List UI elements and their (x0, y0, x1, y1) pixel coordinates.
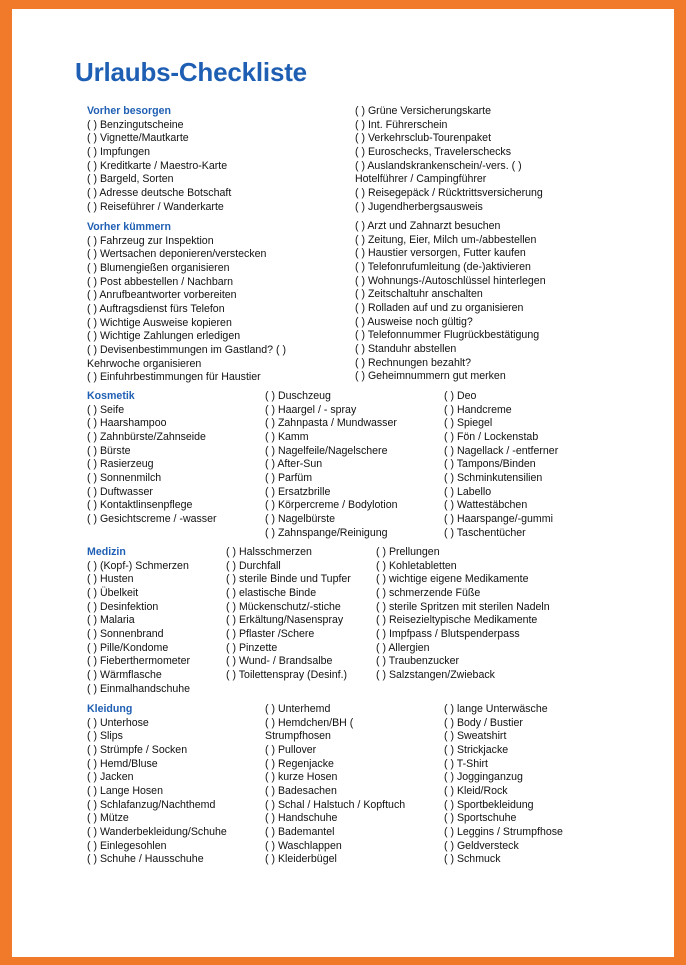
list-item: ( ) Auftragsdienst fürs Telefon (87, 302, 225, 315)
list-item: ( ) Regenjacke (265, 757, 334, 770)
list-item: ( ) Duftwasser (87, 485, 153, 498)
list-item: ( ) Geheimnummern gut merken (355, 370, 506, 383)
list-item: ( ) Schminkutensilien (444, 471, 543, 484)
list-item: ( ) Blumengießen organisieren (87, 261, 230, 274)
list-item: ( ) Wund- / Brandsalbe (226, 655, 333, 668)
list-item: ( ) Sportbekleidung (444, 798, 534, 811)
list-item: ( ) Pullover (265, 743, 317, 756)
list-item: ( ) Wertsachen deponieren/verstecken (87, 248, 267, 261)
list-item: ( ) Einlegesohlen (87, 839, 167, 852)
list-item: ( ) Badesachen (265, 784, 337, 797)
list-item: ( ) Vignette/Mautkarte (87, 132, 189, 145)
list-item: ( ) Duschzeug (265, 390, 331, 402)
list-item: ( ) Husten (87, 573, 134, 586)
section-heading-kosmetik: Kosmetik (87, 390, 135, 402)
list-item: ( ) Pflaster /Schere (226, 627, 315, 640)
list-item: ( ) Salzstangen/Zwieback (376, 668, 495, 681)
list-item: ( ) Jogginganzug (444, 771, 523, 784)
section-heading-vorher-kuemmern: Vorher kümmern (87, 221, 171, 233)
list-item: ( ) Sonnenmilch (87, 471, 162, 484)
list-item: ( ) Haarshampoo (87, 417, 167, 430)
list-item: ( ) Nagellack / -entferner (444, 444, 559, 457)
list-item: ( ) Zeitschaltuhr anschalten (355, 288, 483, 301)
list-item: ( ) Mückenschutz/-stiche (226, 600, 341, 613)
list-item: ( ) Fieberthermometer (87, 655, 191, 668)
list-item: ( ) Haustier versorgen, Futter kaufen (355, 247, 526, 260)
list-item: ( ) Rasierzeug (87, 458, 154, 471)
list-item: ( ) Sweatshirt (444, 730, 507, 743)
list-item: ( ) Erkältung/Nasenspray (226, 614, 344, 627)
list-item: ( ) Anrufbeantworter vorbereiten (87, 289, 237, 302)
medizin-col2 (226, 546, 351, 683)
section-heading-vorher-besorgen: Vorher besorgen (87, 105, 171, 117)
list-item: ( ) Durchfall (226, 559, 281, 572)
list-item: ( ) Body / Bustier (444, 716, 523, 729)
list-item: ( ) Bargeld, Sorten (87, 173, 174, 186)
medizin-col3 (376, 546, 550, 683)
list-item: ( ) Leggins / Strumpfhose (444, 825, 563, 838)
list-item: ( ) kurze Hosen (265, 771, 338, 784)
list-item: ( ) Wohnungs-/Autoschlüssel hinterlegen (355, 274, 546, 287)
list-item: ( ) Wattestäbchen (444, 499, 528, 512)
list-item: ( ) Kleiderbügel (265, 853, 337, 866)
list-item: ( ) Zeitung, Eier, Milch um-/abbestellen (355, 233, 537, 246)
list-item: ( ) Halsschmerzen (226, 546, 312, 558)
page-title: Urlaubs-Checkliste (75, 57, 307, 87)
list-item: ( ) Fahrzeug zur Inspektion (87, 234, 214, 247)
list-item: ( ) Verkehrsclub-Tourenpaket (355, 132, 492, 145)
list-item: ( ) Allergien (376, 641, 430, 654)
list-item: ( ) Lange Hosen (87, 784, 163, 797)
list-item: ( ) Unterhose (87, 716, 149, 729)
list-item: ( ) Jugendherbergsausweis (355, 200, 483, 213)
vorher-kuemmern-right (355, 220, 546, 384)
list-item: ( ) Bürste (87, 444, 131, 457)
list-item: ( ) Pinzette (226, 641, 278, 654)
list-item: ( ) Wanderbekleidung/Schuhe (87, 825, 227, 838)
list-item: ( ) Mütze (87, 812, 129, 825)
list-item: ( ) Haargel / - spray (265, 403, 357, 416)
list-item: ( ) Strümpfe / Socken (87, 743, 188, 756)
list-item: ( ) Körpercreme / Bodylotion (265, 499, 398, 512)
list-item: ( ) Haarspange/-gummi (444, 512, 553, 525)
list-item: ( ) Schal / Halstuch / Kopftuch (265, 798, 406, 811)
list-item: ( ) Hemd/Bluse (87, 757, 158, 770)
list-item: ( ) Reisezieltypische Medikamente (376, 614, 538, 627)
list-item: ( ) Nagelfeile/Nagelschere (265, 444, 388, 457)
kosmetik-col2 (265, 390, 397, 540)
list-item: Strumpfhosen (265, 730, 331, 743)
list-item: ( ) Zahnbürste/Zahnseide (87, 430, 206, 443)
list-item: ( ) Spiegel (444, 417, 493, 430)
list-item: ( ) Traubenzucker (376, 655, 460, 668)
list-item: ( ) Waschlappen (265, 839, 342, 852)
list-item: ( ) lange Unterwäsche (444, 703, 548, 715)
list-item: ( ) Adresse deutsche Botschaft (87, 186, 232, 199)
list-item: ( ) Gesichtscreme / -wasser (87, 512, 217, 525)
list-item: ( ) T-Shirt (444, 757, 488, 770)
list-item: ( ) Jacken (87, 771, 134, 784)
list-item: ( ) Zahnpasta / Mundwasser (265, 417, 397, 430)
list-item: ( ) Wichtige Ausweise kopieren (87, 316, 232, 329)
list-item: ( ) Strickjacke (444, 743, 509, 756)
list-item: ( ) Fön / Lockenstab (444, 430, 539, 443)
list-item: ( ) Seife (87, 403, 125, 416)
kleidung-col3 (444, 703, 563, 867)
list-item: ( ) Impfungen (87, 145, 151, 158)
list-item: ( ) Toilettenspray (Desinf.) (226, 668, 348, 681)
list-item: ( ) Impfpass / Blutspenderpass (376, 627, 520, 640)
list-item: ( ) Nagelbürste (265, 512, 336, 525)
list-item: ( ) Deo (444, 390, 477, 402)
list-item: ( ) Taschentücher (444, 526, 526, 539)
vorher-besorgen-right (355, 105, 543, 214)
list-item: ( ) Kreditkarte / Maestro-Karte (87, 159, 228, 172)
list-item: ( ) Schuhe / Hausschuhe (87, 853, 204, 866)
list-item: ( ) Wichtige Zahlungen erledigen (87, 330, 241, 343)
list-item: ( ) Sportschuhe (444, 812, 517, 825)
list-item: ( ) After-Sun (265, 458, 323, 471)
list-item: ( ) Ausweise noch gültig? (355, 315, 473, 328)
list-item: ( ) Übelkeit (87, 586, 139, 599)
list-item: ( ) Slips (87, 730, 123, 743)
list-item: ( ) Kamm (265, 430, 309, 443)
list-item: ( ) Desinfektion (87, 600, 159, 613)
list-item: ( ) Schlafanzug/Nachthemd (87, 798, 216, 811)
list-item: ( ) wichtige eigene Medikamente (376, 573, 529, 586)
list-item: ( ) sterile Binde und Tupfer (226, 573, 351, 586)
list-item: ( ) Telefonrufumleitung (de-)aktivieren (355, 260, 531, 273)
list-item: ( ) Unterhemd (265, 703, 331, 715)
list-item: ( ) Euroschecks, Travelerschecks (355, 145, 512, 158)
list-item: ( ) Ersatzbrille (265, 485, 331, 498)
list-item: ( ) Bademantel (265, 825, 335, 838)
list-item: ( ) Prellungen (376, 546, 440, 558)
list-item: ( ) Post abbestellen / Nachbarn (87, 275, 234, 288)
kleidung-col2 (265, 703, 405, 867)
list-item: ( ) Wärmflasche (87, 668, 162, 681)
list-item: ( ) schmerzende Füße (376, 586, 481, 599)
section-heading-medizin: Medizin (87, 546, 126, 558)
list-item: ( ) Hemdchen/BH ( (265, 716, 354, 729)
list-item: ( ) Handcreme (444, 403, 512, 416)
list-item: ( ) Kontaktlinsenpflege (87, 499, 193, 512)
list-item: ( ) Devisenbestimmungen im Gastland? ( ) (87, 343, 287, 356)
list-item: ( ) Rolladen auf und zu organisieren (355, 301, 524, 314)
list-item: Hotelführer / Campingführer (355, 173, 487, 186)
list-item: ( ) Int. Führerschein (355, 118, 448, 131)
list-item: ( ) (Kopf-) Schmerzen (87, 559, 189, 572)
list-item: ( ) Pille/Kondome (87, 641, 169, 654)
list-item: ( ) elastische Binde (226, 586, 317, 599)
list-item: ( ) Reiseführer / Wanderkarte (87, 200, 224, 213)
list-item: ( ) Standuhr abstellen (355, 342, 457, 355)
vorher-besorgen-left (87, 105, 231, 214)
list-item: ( ) Telefonnummer Flugrückbestätigung (355, 329, 540, 342)
list-item: ( ) Kleid/Rock (444, 784, 508, 797)
list-item: ( ) Benzingutscheine (87, 118, 184, 131)
list-item: ( ) Einfuhrbestimmungen für Haustier (87, 371, 261, 384)
list-item: ( ) Schmuck (444, 853, 501, 866)
kosmetik-col1 (87, 390, 217, 527)
medizin-col1 (87, 546, 190, 696)
list-item: ( ) Tampons/Binden (444, 458, 536, 471)
kleidung-col1 (87, 703, 227, 867)
list-item: ( ) Reisegepäck / Rücktrittsversicherung (355, 186, 543, 199)
list-item: ( ) Einmalhandschuhe (87, 682, 191, 695)
list-item: Kehrwoche organisieren (87, 357, 202, 370)
list-item: ( ) Handschuhe (265, 812, 338, 825)
list-item: ( ) sterile Spritzen mit sterilen Nadeln (376, 600, 550, 613)
list-item: ( ) Parfüm (265, 471, 313, 484)
list-item: ( ) Kohletabletten (376, 559, 457, 572)
list-item: ( ) Rechnungen bezahlt? (355, 356, 472, 369)
kosmetik-col3 (444, 390, 558, 540)
list-item: ( ) Arzt und Zahnarzt besuchen (355, 220, 501, 232)
list-item: ( ) Malaria (87, 614, 135, 627)
vorher-kuemmern-left (87, 221, 286, 385)
list-item: ( ) Geldversteck (444, 839, 519, 852)
list-item: ( ) Auslandskrankenschein/-vers. ( ) (355, 159, 522, 172)
list-item: ( ) Zahnspange/Reinigung (265, 526, 388, 539)
section-heading-kleidung: Kleidung (87, 703, 133, 715)
list-item: ( ) Grüne Versicherungskarte (355, 105, 492, 117)
list-item: ( ) Labello (444, 485, 492, 498)
list-item: ( ) Sonnenbrand (87, 627, 164, 640)
